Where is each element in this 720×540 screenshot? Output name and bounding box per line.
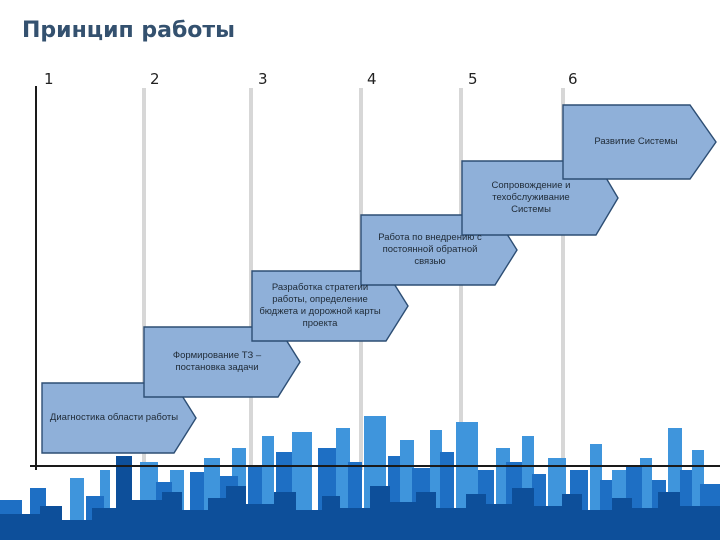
stage-number-6: 6 — [568, 70, 578, 88]
step-4-label: Работа по внедрению с постоянной обратной связью — [378, 232, 482, 267]
step-1-label: Диагностика области работы — [49, 412, 179, 423]
stage-number-1: 1 — [44, 70, 54, 88]
stage-number-5: 5 — [468, 70, 478, 88]
step-2-label: Формирование ТЗ – постановка задачи — [172, 350, 262, 373]
step-3-label: Разработка стратегии работы, определение бюджета и дорожной карты проекта — [259, 282, 381, 329]
step-6-label: Развитие Системы — [594, 136, 678, 147]
step-5-label: Сопровождение и техобслуживание Системы — [491, 180, 571, 215]
page-title: Принцип работы — [22, 18, 236, 43]
stage-number-2: 2 — [150, 70, 160, 88]
stage-number-4: 4 — [367, 70, 377, 88]
stage-number-3: 3 — [258, 70, 268, 88]
